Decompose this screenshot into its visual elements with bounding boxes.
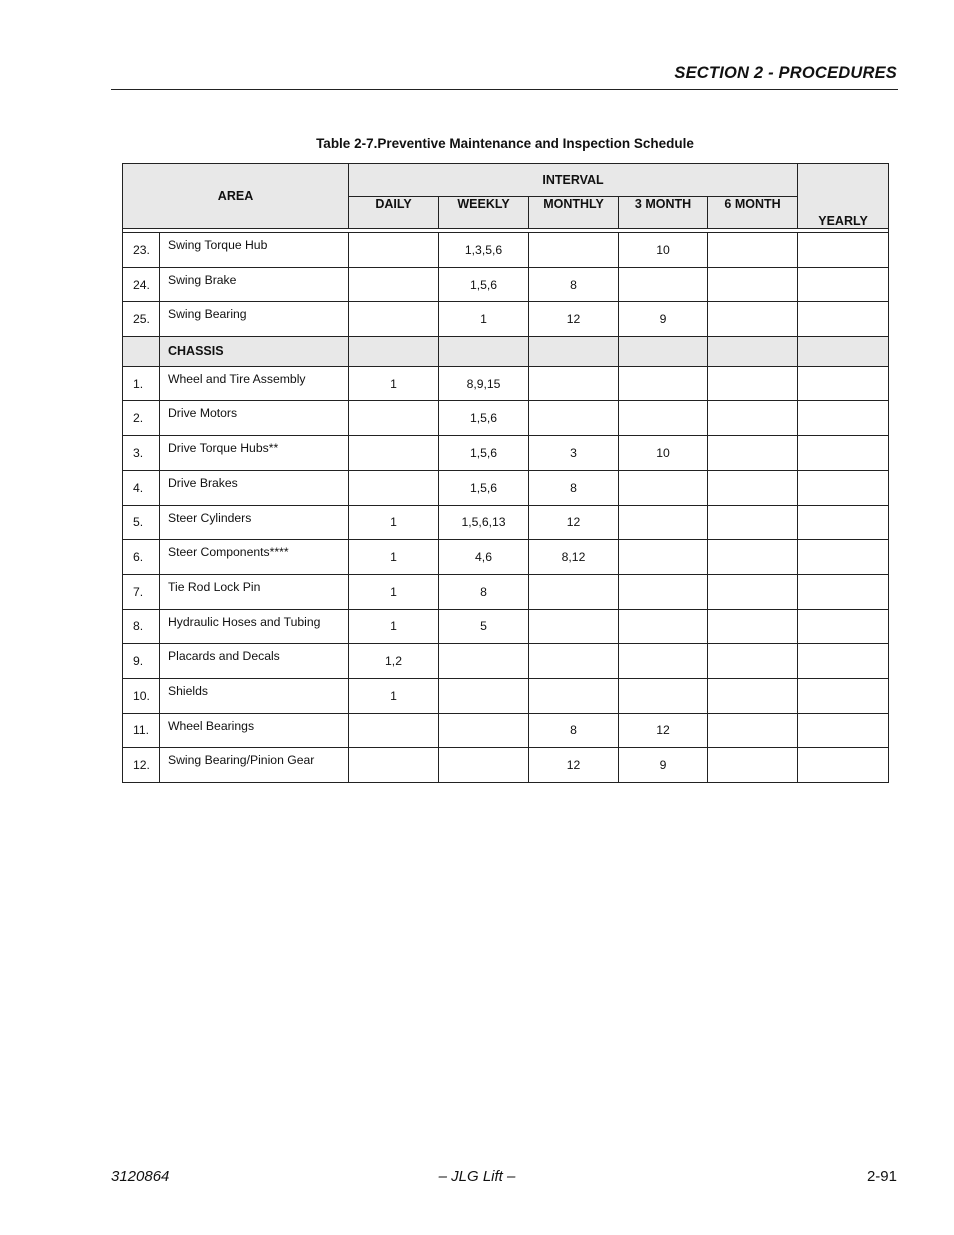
cell-monthly: 12 — [529, 748, 619, 783]
column-header-6-month: 6 MONTH — [708, 197, 798, 229]
cell-weekly — [439, 644, 529, 679]
cell-6-month — [708, 366, 798, 401]
cell-daily — [349, 302, 439, 337]
table-row — [123, 574, 889, 609]
cell-weekly — [439, 337, 529, 367]
cell-yearly — [798, 505, 889, 540]
cell-6-month — [708, 574, 798, 609]
cell-6-month — [708, 678, 798, 713]
component-name: Drive Brakes — [160, 470, 349, 505]
section-label: CHASSIS — [160, 337, 349, 367]
cell-monthly — [529, 233, 619, 268]
row-number: 7. — [123, 574, 160, 609]
cell-3-month — [619, 678, 708, 713]
cell-yearly — [798, 401, 889, 436]
table-row — [123, 401, 889, 436]
cell-weekly: 1,5,6 — [439, 470, 529, 505]
cell-monthly — [529, 337, 619, 367]
cell-6-month — [708, 470, 798, 505]
cell-daily — [349, 267, 439, 302]
column-header-3-month: 3 MONTH — [619, 197, 708, 229]
component-name: Swing Bearing — [160, 302, 349, 337]
cell-6-month — [708, 505, 798, 540]
cell-daily: 1 — [349, 678, 439, 713]
cell-6-month — [708, 713, 798, 748]
cell-daily: 1 — [349, 609, 439, 644]
cell-weekly: 4,6 — [439, 540, 529, 575]
cell-yearly — [798, 267, 889, 302]
component-name: Wheel and Tire Assembly — [160, 366, 349, 401]
component-name: Swing Bearing/Pinion Gear — [160, 748, 349, 783]
cell-weekly: 5 — [439, 609, 529, 644]
component-name: Placards and Decals — [160, 644, 349, 679]
cell-monthly — [529, 609, 619, 644]
cell-3-month — [619, 574, 708, 609]
component-name: Steer Components**** — [160, 540, 349, 575]
cell-monthly: 12 — [529, 302, 619, 337]
component-name: Drive Torque Hubs** — [160, 436, 349, 471]
section-row — [123, 337, 889, 367]
cell-yearly — [798, 337, 889, 367]
maintenance-schedule-table — [122, 163, 889, 783]
cell-6-month — [708, 436, 798, 471]
cell-weekly: 1,3,5,6 — [439, 233, 529, 268]
cell-yearly — [798, 609, 889, 644]
cell-yearly — [798, 470, 889, 505]
cell-3-month — [619, 337, 708, 367]
row-number: 8. — [123, 609, 160, 644]
interval-header: INTERVAL — [349, 164, 798, 197]
cell-daily: 1 — [349, 366, 439, 401]
cell-daily — [349, 436, 439, 471]
cell-daily: 1 — [349, 505, 439, 540]
cell-weekly: 1,5,6 — [439, 401, 529, 436]
component-name: Drive Motors — [160, 401, 349, 436]
cell-monthly — [529, 678, 619, 713]
cell-3-month: 10 — [619, 436, 708, 471]
table-row — [123, 267, 889, 302]
cell-monthly — [529, 574, 619, 609]
cell-monthly: 8 — [529, 713, 619, 748]
row-number: 6. — [123, 540, 160, 575]
row-number: 9. — [123, 644, 160, 679]
table-row — [123, 540, 889, 575]
cell-monthly: 8,12 — [529, 540, 619, 575]
cell-yearly — [798, 366, 889, 401]
component-name: Wheel Bearings — [160, 713, 349, 748]
cell-yearly — [798, 540, 889, 575]
row-number: 4. — [123, 470, 160, 505]
cell-daily — [349, 713, 439, 748]
footer-brand: – JLG Lift – — [438, 1168, 516, 1185]
cell-yearly — [798, 748, 889, 783]
cell-6-month — [708, 337, 798, 367]
cell-daily — [349, 470, 439, 505]
column-header-weekly: WEEKLY — [439, 197, 529, 229]
cell-weekly: 1 — [439, 302, 529, 337]
row-number: 11. — [123, 713, 160, 748]
document-number: 3120864 — [111, 1168, 170, 1185]
cell-6-month — [708, 401, 798, 436]
component-name: Swing Brake — [160, 267, 349, 302]
row-number: 10. — [123, 678, 160, 713]
cell-weekly: 1,5,6,13 — [439, 505, 529, 540]
cell-weekly — [439, 678, 529, 713]
cell-weekly: 8,9,15 — [439, 366, 529, 401]
row-number: 24. — [123, 267, 160, 302]
cell-6-month — [708, 540, 798, 575]
cell-monthly — [529, 401, 619, 436]
cell-daily — [349, 233, 439, 268]
column-header-monthly: MONTHLY — [529, 197, 619, 229]
cell-monthly: 8 — [529, 267, 619, 302]
cell-monthly — [529, 644, 619, 679]
component-name: Steer Cylinders — [160, 505, 349, 540]
cell-6-month — [708, 644, 798, 679]
cell-daily: 1 — [349, 540, 439, 575]
section-title: SECTION 2 - PROCEDURES — [674, 64, 897, 82]
area-header: AREA — [123, 164, 349, 229]
cell-yearly — [798, 436, 889, 471]
component-name: Hydraulic Hoses and Tubing — [160, 609, 349, 644]
table-caption: Table 2-7.Preventive Maintenance and Inspection Schedule — [316, 136, 694, 151]
cell-yearly — [798, 302, 889, 337]
cell-weekly: 1,5,6 — [439, 436, 529, 471]
cell-3-month — [619, 267, 708, 302]
table-row — [123, 609, 889, 644]
column-header-daily: DAILY — [349, 197, 439, 229]
cell-3-month — [619, 470, 708, 505]
row-number: 1. — [123, 366, 160, 401]
header-divider — [111, 89, 898, 90]
component-name: Tie Rod Lock Pin — [160, 574, 349, 609]
table-row — [123, 713, 889, 748]
row-number: 23. — [123, 233, 160, 268]
cell-yearly — [798, 233, 889, 268]
cell-3-month: 9 — [619, 302, 708, 337]
cell-3-month: 9 — [619, 748, 708, 783]
cell-daily — [349, 337, 439, 367]
table-row — [123, 233, 889, 268]
cell-3-month — [619, 609, 708, 644]
table-row — [123, 748, 889, 783]
cell-monthly: 3 — [529, 436, 619, 471]
cell-monthly: 8 — [529, 470, 619, 505]
cell-monthly — [529, 366, 619, 401]
table-row — [123, 436, 889, 471]
cell-weekly: 1,5,6 — [439, 267, 529, 302]
cell-6-month — [708, 609, 798, 644]
cell-weekly — [439, 713, 529, 748]
cell-6-month — [708, 267, 798, 302]
cell-yearly — [798, 574, 889, 609]
cell-yearly — [798, 713, 889, 748]
table-row — [123, 644, 889, 679]
cell-daily: 1,2 — [349, 644, 439, 679]
cell-3-month: 10 — [619, 233, 708, 268]
table-row — [123, 470, 889, 505]
row-number: 25. — [123, 302, 160, 337]
table-row — [123, 302, 889, 337]
cell-weekly: 8 — [439, 574, 529, 609]
cell-yearly — [798, 644, 889, 679]
cell-monthly: 12 — [529, 505, 619, 540]
cell-3-month — [619, 401, 708, 436]
component-name: Shields — [160, 678, 349, 713]
cell-6-month — [708, 302, 798, 337]
cell-daily — [349, 748, 439, 783]
row-number — [123, 337, 160, 367]
cell-3-month: 12 — [619, 713, 708, 748]
cell-yearly — [798, 678, 889, 713]
schedule-body — [123, 233, 889, 783]
cell-3-month — [619, 505, 708, 540]
page-number: 2-91 — [866, 1168, 897, 1185]
cell-3-month — [619, 366, 708, 401]
cell-daily — [349, 401, 439, 436]
cell-weekly — [439, 748, 529, 783]
cell-3-month — [619, 644, 708, 679]
cell-6-month — [708, 748, 798, 783]
column-header-yearly: YEARLY — [798, 164, 889, 229]
row-number: 12. — [123, 748, 160, 783]
table-row — [123, 678, 889, 713]
cell-3-month — [619, 540, 708, 575]
table-row — [123, 366, 889, 401]
table-row — [123, 505, 889, 540]
cell-6-month — [708, 233, 798, 268]
row-number: 2. — [123, 401, 160, 436]
component-name: Swing Torque Hub — [160, 233, 349, 268]
cell-daily: 1 — [349, 574, 439, 609]
row-number: 3. — [123, 436, 160, 471]
row-number: 5. — [123, 505, 160, 540]
